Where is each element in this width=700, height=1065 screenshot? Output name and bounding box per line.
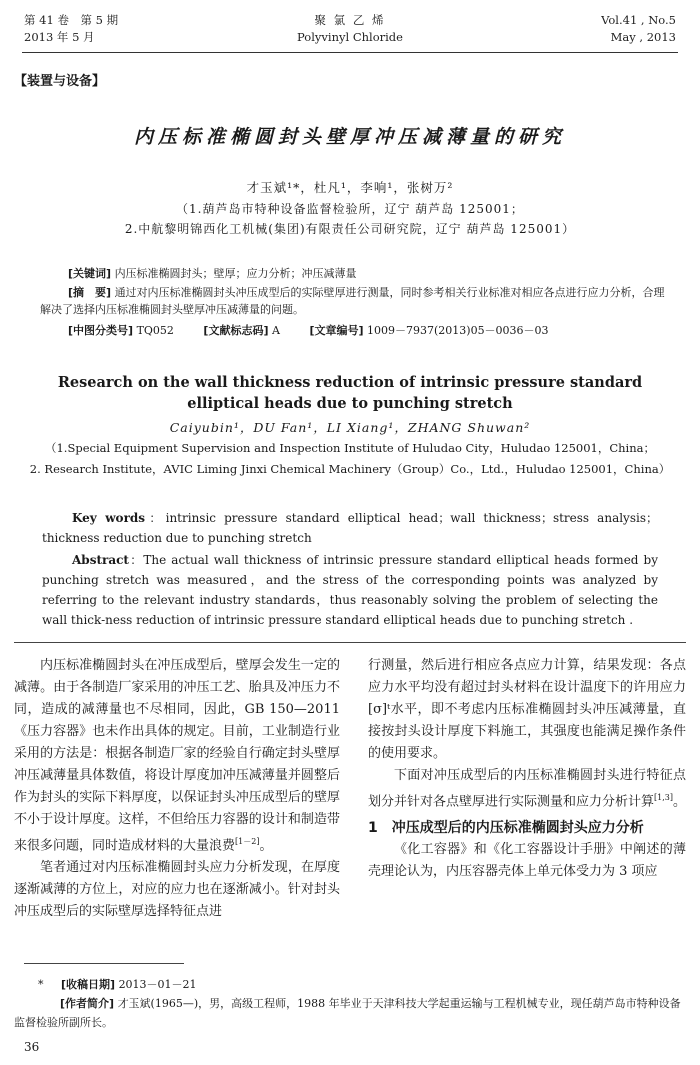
- doc-code-value: A: [271, 324, 280, 337]
- authors-cn: 才玉斌¹*，杜凡¹，李响¹，张树万²: [246, 180, 454, 195]
- clc-value: TQ052: [136, 324, 174, 337]
- citation-1-2: [1－2]: [235, 837, 260, 846]
- article-number-label: [文章编号]: [309, 324, 364, 337]
- keywords-cn: [40, 265, 668, 282]
- affiliation-cn-2: 2.中航黎明锦西化工机械(集团)有限责任公司研究院，辽宁 葫芦岛 125001）: [124, 222, 576, 236]
- page-number: 36: [24, 1040, 40, 1054]
- keywords-en-text: ：intrinsic pressure standard elliptical head；wall thickness；stress analysis；thickness reduction due to punching stretch: [42, 511, 658, 545]
- abstract-en-label: Abstract: [72, 553, 129, 567]
- header-divider: [22, 52, 678, 53]
- journal-name: 聚 氯 乙 烯 Polyvinyl Chloride: [297, 13, 403, 44]
- affiliation-cn-1: （1.葫芦岛市特种设备监督检验所，辽宁 葫芦岛 125001；: [176, 202, 524, 216]
- abstract-cn: [40, 284, 668, 318]
- footnote-author-bio: [14, 994, 690, 1032]
- abstract-en: [42, 550, 658, 630]
- body-column-left: [14, 655, 340, 923]
- affiliation-en-1: （1.Special Equipment Supervision and Inspection Institute of Huludao City，Huludao 125001，China；: [44, 441, 655, 455]
- abstract-divider: [14, 642, 686, 643]
- paper-title-cn: 内压标准椭圆封头壁厚冲压减薄量的研究: [133, 126, 566, 148]
- doc-code-label: [文献标志码]: [203, 324, 269, 337]
- citation-1-3: [1,3]: [654, 793, 673, 802]
- body-left-paragraph-1: 内压标准椭圆封头在冲压成型后，壁厚会发生一定的减薄。由于各制造厂家采用的冲压工艺、胎具及冲压力不同，造成的减薄量也不尽相同，因此，GB 150—2011《压力容器》也未作出具体的规定。目前，工业制造行业采用的方法是：根据各制造厂家的经验自行确定封头壁厚冲压减薄量具体数值，将设计厚度加冲压减薄量并圆整后作为封头的实际下料厚度，以保证封头冲压成型后的壁厚不小于设计厚度。这样，不但给压力容器的设计和制造带来很多问题，同时造成材料的大量浪费[1－2]。: [14, 658, 340, 854]
- journal-volume-date-en: Vol.41 , No.5 May , 2013: [601, 13, 676, 44]
- keywords-en-label: Key words: [72, 511, 146, 525]
- author-bio-text: 才玉斌(1965—)，男，高级工程师，1988 年毕业于天津科技大学起重运输与工程机械专业，现任葫芦岛市特种设备监督检验所副所长。: [14, 997, 681, 1029]
- keywords-cn-label: [关键词]: [68, 267, 112, 280]
- footnote-divider: [24, 963, 184, 964]
- article-number-value: 1009－7937(2013)05－0036－03: [367, 324, 549, 337]
- footnote-received: [14, 975, 690, 994]
- keywords-cn-text: 内压标准椭圆封头；壁厚；应力分析；冲压减薄量: [114, 267, 357, 280]
- footnote-marker: *: [38, 978, 44, 991]
- journal-volume-issue: 第 41 卷 第 5 期 2013 年 5 月: [24, 13, 119, 44]
- authors-en: Caiyubin¹，DU Fan¹，LI Xiang¹，ZHANG Shuwan²: [169, 420, 531, 435]
- body-right-paragraph-1: 行测量，然后进行相应各点应力计算，结果发现：各点应力水平均没有超过封头材料在设计温度下的许用应力[σ]ᵗ水平，即不考虑内压标准椭圆封头冲压减薄量，直接按封头设计厚度下料施工，其强度也能满足操作条件的使用要求。: [368, 658, 686, 761]
- section-tag: 【装置与设备】: [14, 74, 106, 89]
- received-date-label: [收稿日期]: [61, 978, 116, 991]
- body-right-paragraph-3: 《化工容器》和《化工容器设计手册》中阐述的薄壳理论认为，内压容器壳体上单元体受力为 3 项应: [368, 842, 686, 880]
- author-bio-label: [作者简介]: [60, 997, 115, 1010]
- body-left-paragraph-2: 笔者通过对内压标准椭圆封头应力分析发现，在厚度逐渐减薄的方位上，对应的应力也在逐渐减小。针对封头冲压成型后的实际壁厚选择特征点进: [14, 860, 340, 920]
- abstract-en-text: ：The actual wall thickness of intrinsic pressure standard elliptical heads formed by punching stretch was measured，and the stress of the corresponding points was analyzed by referring to the relevant industry standards，thus reasonably solving the problem of selecting the wall thick-ness reduction of intrinsic pressure standard elliptical heads due to punching stretch .: [42, 553, 658, 627]
- body-column-right: [368, 655, 686, 883]
- clc-label: [中图分类号]: [68, 324, 134, 337]
- classification-line: [40, 322, 668, 339]
- affiliation-en-2: 2. Research Institute，AVIC Liming Jinxi Chemical Machinery（Group）Co.，Ltd.，Huludao 125001，China）: [29, 462, 671, 476]
- received-date-value: 2013－01－21: [118, 978, 197, 991]
- abstract-cn-text: 通过对内压标准椭圆封头冲压成型后的实际壁厚进行测量，同时参考相关行业标准对相应各点进行应力分析，合理解决了选择内压标准椭圆封头壁厚冲压减薄量的问题。: [40, 286, 665, 316]
- body-right-paragraph-2: 下面对冲压成型后的内压标准椭圆封头进行特征点划分并针对各点壁厚进行实际测量和应力分析计算[1,3]。: [368, 768, 686, 810]
- keywords-en: [42, 508, 658, 548]
- paper-title-en: Research on the wall thickness reduction of intrinsic pressure standard elliptical heads due to punching stretch: [57, 374, 643, 412]
- section-heading-1: 1 冲压成型后的内压标准椭圆封头应力分析: [368, 820, 644, 837]
- abstract-cn-label: [摘 要]: [68, 286, 112, 299]
